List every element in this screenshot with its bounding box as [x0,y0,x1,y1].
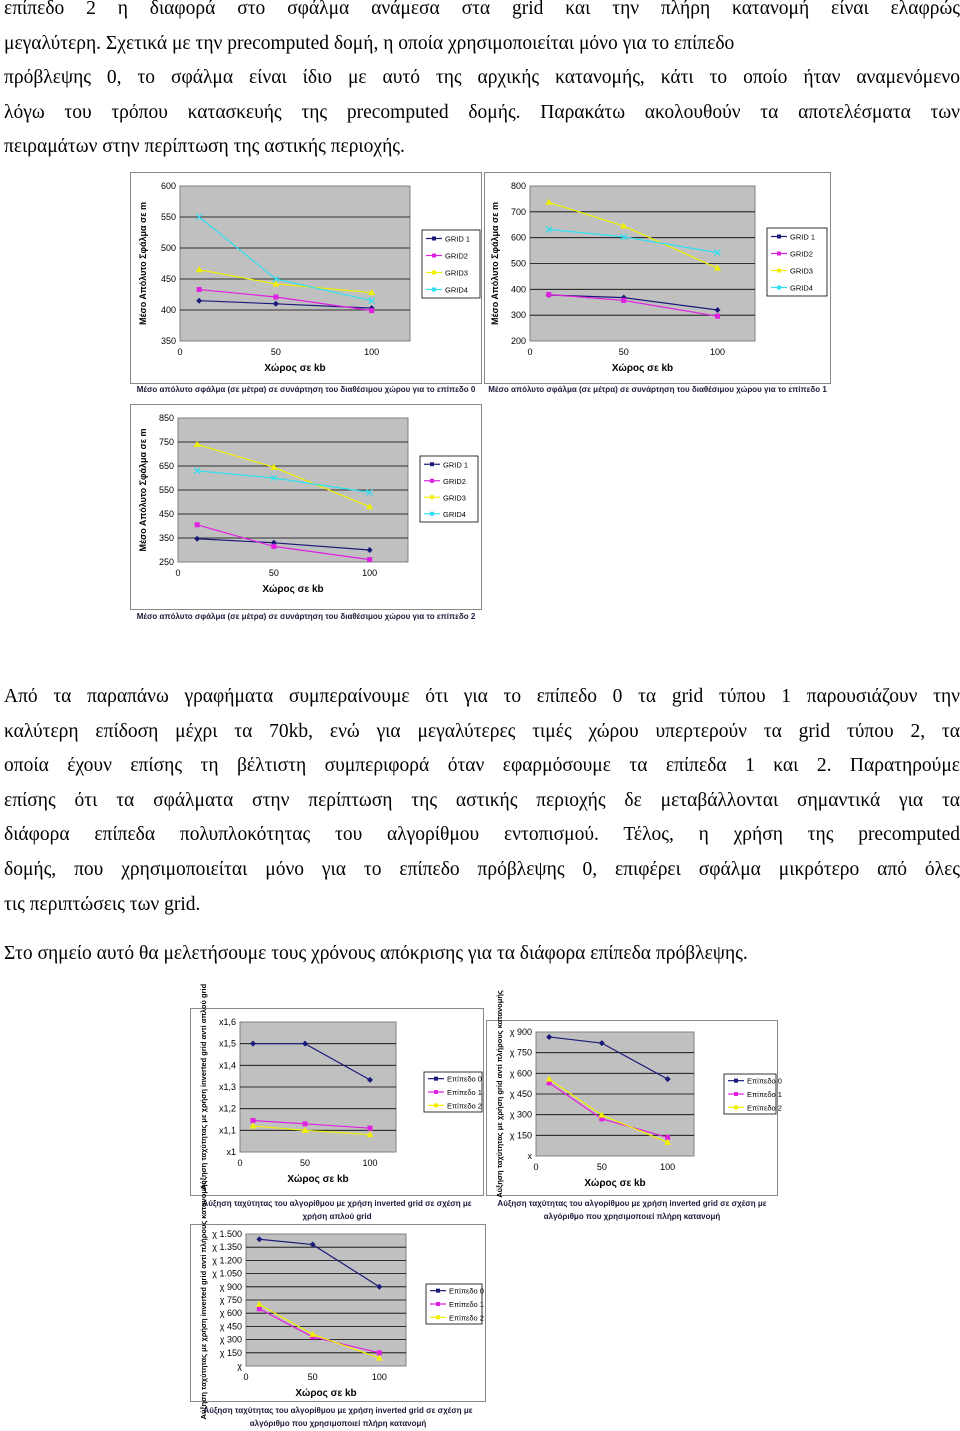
y-tick-label: 350 [158,533,174,543]
y-axis-label: Αύξηση ταχύτητας με χρήση inverted grid αντί απλού grid [199,983,208,1191]
data-point [195,522,200,527]
x-tick-label: 0 [533,1162,539,1172]
y-tick-label: χ 900 [509,1027,532,1037]
legend-label: Επίπεδο 1 [449,1300,484,1309]
text-line: επίσης ότι τα σφάλματα στην περίπτωση της αστικής περιοχής δε μεταβάλλονται σημαντικά για τα [4,789,960,811]
legend-marker [777,252,781,256]
y-tick-label: 750 [158,437,174,447]
legend-label: GRID4 [443,509,466,519]
x-tick-label: 100 [709,347,726,357]
chart-svg [486,990,782,1198]
legend-label: GRID4 [790,283,813,293]
legend-label: Επίπεδο 2 [449,1313,484,1323]
y-tick-label: 600 [160,181,176,191]
y-tick-label: x1,4 [218,1060,236,1071]
legend-label: Επίπεδο 0 [449,1286,484,1296]
legend [724,1074,782,1114]
legend [420,456,478,522]
legend-label: GRID3 [445,268,468,278]
data-point [303,1121,308,1126]
y-tick-label: χ 300 [219,1334,242,1345]
y-tick-label: x1,1 [218,1125,236,1136]
legend-label: GRID3 [443,493,466,503]
caption-line-2: αλγόριθμο που χρησιμοποιεί πλήρη κατανομή [249,1419,427,1428]
chart-svg [130,172,482,384]
legend-label: Επίπεδο 0 [447,1074,482,1084]
x-axis-label: Χώρος σε kb [264,363,326,374]
caption-line-1: Αύξηση ταχύτητας του αλγορίθμου με χρήση inverted grid σε σχέση με χρήση απλού grid [202,1199,472,1221]
y-tick-label: 450 [158,509,174,519]
x-axis-label: Χώρος σε kb [584,1178,646,1189]
y-axis-label: Αύξηση ταχύτητας με χρήση grid αντί πλήρους κατανομής [495,990,504,1198]
y-tick-label: 550 [160,212,176,222]
data-point [271,544,276,549]
x-tick-label: 0 [237,1158,243,1168]
legend-marker [432,254,436,258]
legend-label: GRID4 [445,285,468,295]
chart-caption: Μέσο απόλυτο σφάλμα (σε μέτρα) σε συνάρτηση του διαθέσιμου χώρου για το επίπεδο 1 [488,385,827,394]
text-line: πειραμάτων στην περίπτωση της αστικής περιοχής. [4,136,405,158]
chart-speedup-inverted-vs-simple [190,983,484,1226]
x-tick-label: 100 [362,568,378,578]
text-line: οποία έχουν επίσης τη βέλτιστη συμπεριφορά όταν εφαρμόσουμε τα επίπεδα 1 και 2. Παρατηρούμε [4,755,960,777]
legend-marker [777,235,781,239]
text-line: καλύτερη επίδοση μέχρι τα 70kb, ενώ για μεγαλύτερες τιμές χώρου υπερτερούν τα grid τύπου 2, τα [4,720,960,742]
legend-marker [436,1289,440,1293]
x-tick-label: 100 [364,347,380,357]
legend-label: GRID2 [445,251,468,261]
data-point [715,314,720,319]
y-tick-label: x1,6 [218,1017,236,1027]
y-tick-label: 400 [510,284,526,295]
legend-marker [432,271,436,275]
chart-error-level-2 [130,404,482,628]
legend-marker [734,1079,738,1083]
y-tick-label: 500 [160,243,176,253]
chart-svg [130,404,482,610]
legend-label: GRID 1 [445,234,471,244]
x-tick-label: 50 [268,568,279,578]
text-line: δομής, που χρησιμοποιείται μόνο για το επίπεδο πρόβλεψης 0, επιφέρει σφάλμα μικρότερο από όλες [4,858,960,880]
legend-marker [436,1315,440,1319]
x-tick-label: 50 [618,347,629,357]
y-tick-label: 700 [510,206,526,217]
legend-label: GRID3 [790,266,813,276]
text-line: επίπεδο 2 η διαφορά στο σφάλμα ανάμεσα στα grid και την πλήρη κατανομή είναι ελαφρώς [4,0,960,19]
y-tick-label: x1,5 [218,1038,236,1049]
chart-caption: Μέσο απόλυτο σφάλμα (σε μέτρα) σε συνάρτηση του διαθέσιμου χώρου για το επίπεδο 0 [136,385,476,394]
legend-marker [434,1103,438,1107]
y-tick-label: 350 [160,336,176,346]
legend [424,1072,482,1112]
y-tick-label: 500 [510,258,526,269]
x-axis-label: Χώρος σε kb [287,1174,349,1185]
legend-label: Επίπεδο 2 [447,1101,482,1111]
y-tick-label: 650 [158,461,174,471]
y-axis-label: Μέσο Απόλυτο Σφάλμα σε m [138,202,148,325]
text-line: διάφορα επίπεδα πολυπλοκότητας του αλγορίθμου εντοπισμού. Τέλος, η χρήση της precomputed [4,824,960,846]
data-point [273,294,278,299]
legend-marker [777,269,781,273]
x-axis-label: Χώρος σε kb [295,1388,357,1399]
caption-line-2: αλγόριθμο που χρησιμοποιεί πλήρη κατανομή [543,1212,721,1221]
y-tick-label: χ 600 [509,1068,532,1079]
text-line: πρόβλεψης 0, το σφάλμα είναι ίδιο με αυτό της αρχικής κατανομής, κάτι το οποίο ήταν αναμενόμενο [4,67,960,89]
legend [422,230,480,298]
y-tick-label: 450 [160,274,176,284]
y-tick-label: χ [237,1361,242,1371]
y-tick-label: 800 [510,181,526,191]
y-tick-label: χ 450 [219,1321,242,1332]
text-line: μεγαλύτερη. Σχετικά με την precomputed δομή, η οποία χρησιμοποιείται μόνο για το επίπεδο [4,32,735,54]
data-point [546,292,551,297]
y-tick-label: x1,2 [218,1103,236,1114]
x-tick-label: 100 [660,1162,676,1172]
data-point [377,1350,382,1355]
y-tick-label: χ 900 [219,1281,242,1292]
plot-area [180,186,410,341]
legend-marker [432,237,436,241]
y-tick-label: 250 [158,557,174,567]
legend [767,228,827,296]
x-tick-label: 100 [371,1372,387,1382]
legend [426,1284,484,1324]
x-tick-label: 0 [175,568,181,578]
x-axis-label: Χώρος σε kb [611,363,674,374]
y-tick-label: χ 1.050 [212,1268,242,1279]
y-tick-label: χ 150 [219,1347,242,1358]
data-point [367,557,372,562]
legend-marker [734,1092,738,1096]
legend-label: Επίπεδο 2 [747,1103,782,1113]
y-tick-label: 200 [510,336,526,346]
y-tick-label: χ 1.500 [212,1229,242,1239]
x-tick-label: 0 [243,1372,249,1382]
data-point [621,298,626,303]
chart-error-level-0 [130,172,482,402]
legend-marker [430,495,434,499]
x-tick-label: 50 [596,1162,607,1172]
chart-error-level-1 [484,172,831,402]
y-tick-label: x1,3 [218,1082,236,1092]
x-tick-label: 50 [270,347,281,357]
data-point [251,1118,256,1123]
x-tick-label: 50 [307,1372,318,1382]
legend-label: GRID 1 [443,460,469,470]
y-axis-label: Μέσο Απόλυτο Σφάλμα σε m [490,202,500,325]
y-tick-label: χ 1.200 [212,1255,242,1266]
legend-label: GRID2 [443,476,466,486]
legend-label: Επίπεδο 1 [447,1088,482,1097]
paragraph-conclusions [4,680,960,922]
legend-marker [734,1105,738,1109]
y-tick-label: χ 150 [509,1130,532,1141]
y-tick-label: χ 300 [509,1109,532,1120]
legend-marker [436,1302,440,1306]
legend-marker [432,288,436,292]
text-line: λόγω του τρόπου κατασκευής της precomputed δομής. Παρακάτω ακολουθούν τα αποτελέσματα των [4,101,960,123]
legend-label: GRID 1 [790,232,816,242]
y-axis-label: Αύξηση ταχύτητας με χρήση inverted grid αντί πλήρους κατανομής [199,1180,208,1420]
y-tick-label: χ 600 [219,1308,242,1319]
y-tick-label: χ 1.350 [212,1242,242,1253]
x-tick-label: 50 [299,1158,311,1168]
legend-marker [434,1090,438,1094]
y-axis-label: Μέσο Απόλυτο Σφάλμα σε m [138,428,148,552]
chart-svg [484,172,831,384]
y-tick-label: 300 [510,310,526,321]
legend-marker [434,1077,438,1081]
legend-marker [430,512,434,516]
y-tick-label: χ 750 [219,1295,242,1305]
text-line: τις περιπτώσεις των grid. [4,893,201,915]
text-line: Στο σημείο αυτό θα μελετήσουμε τους χρόνους απόκρισης για τα διάφορα επίπεδα πρόβλεψης. [4,943,748,964]
chart-caption: Μέσο απόλυτο σφάλμα (σε μέτρα) σε συνάρτηση του διαθέσιμου χώρου για το επίπεδο 2 [136,612,476,621]
chart-speedup-grid-vs-full [486,990,782,1226]
legend-marker [430,479,434,483]
y-tick-label: χ 750 [509,1047,532,1058]
y-tick-label: χ 450 [509,1089,532,1099]
paragraph-intro [4,0,960,165]
caption-line-1: Αύξηση ταχύτητας του αλγορίθμου με χρήση inverted grid σε σχέση με [203,1406,473,1415]
y-tick-label: x [527,1151,532,1161]
caption-line-1: Αύξηση ταχύτητας του αλγορίθμου με χρήση inverted grid σε σχέση με [497,1199,767,1208]
y-tick-label: 400 [160,305,176,315]
chart-caption [486,1197,778,1223]
y-tick-label: 600 [510,232,526,243]
legend-marker [430,462,434,466]
text-line: Από τα παραπάνω γραφήματα συμπεραίνουμε ότι για το επίπεδο 0 τα grid τύπου 1 παρουσιάζουν την [4,686,960,707]
data-point [257,1306,262,1311]
y-tick-label: 850 [158,413,174,423]
paragraph-next [4,937,960,972]
data-point [369,308,374,313]
y-tick-label: x1 [226,1147,236,1157]
legend-label: GRID2 [790,249,813,259]
legend-label: Επίπεδο 0 [747,1076,782,1086]
x-tick-label: 0 [177,347,183,357]
legend-marker [777,286,781,290]
chart-caption [190,1404,486,1430]
x-tick-label: 0 [527,347,533,357]
data-point [368,1126,373,1131]
chart-svg [190,983,484,1196]
x-axis-label: Χώρος σε kb [262,584,324,595]
data-point [197,287,202,292]
y-tick-label: 550 [158,485,174,495]
x-tick-label: 100 [362,1158,378,1168]
legend-label: Επίπεδο 1 [747,1090,782,1099]
